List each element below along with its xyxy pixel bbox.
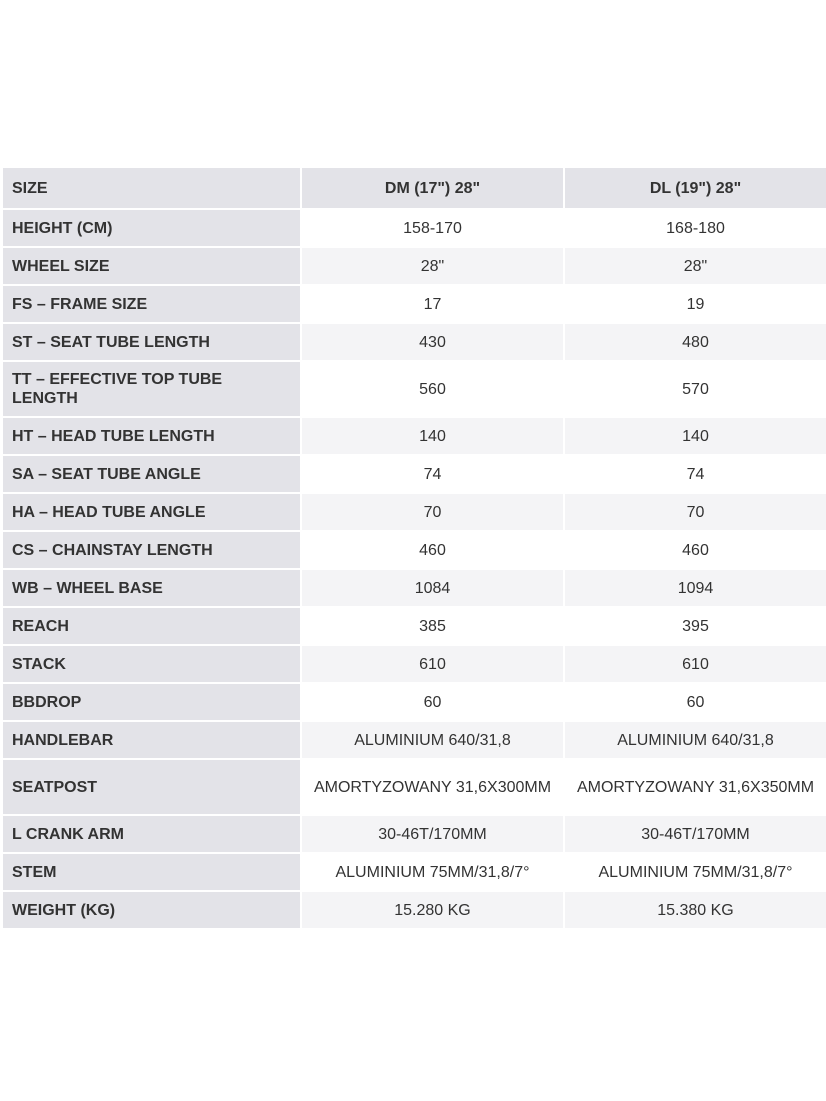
table-row [3, 684, 826, 720]
dm-value: 385 [302, 608, 563, 644]
dl-value: 74 [565, 456, 826, 492]
dm-value: 1084 [302, 570, 563, 606]
row-label: REACH [3, 608, 300, 644]
table-row [3, 892, 826, 928]
dl-value: 28" [565, 248, 826, 284]
dm-value: ALUMINIUM 75MM/31,8/7° [302, 854, 563, 890]
row-label: SA – SEAT TUBE ANGLE [3, 456, 300, 492]
dm-value: 30-46T/170MM [302, 816, 563, 852]
dl-value: 570 [565, 362, 826, 416]
row-label: WEIGHT (KG) [3, 892, 300, 928]
row-label: WB – WHEEL BASE [3, 570, 300, 606]
dm-value: 460 [302, 532, 563, 568]
table-row [3, 494, 826, 530]
row-label: STEM [3, 854, 300, 890]
dl-value: ALUMINIUM 75MM/31,8/7° [565, 854, 826, 890]
dm-value: 560 [302, 362, 563, 416]
dm-value: 158-170 [302, 210, 563, 246]
dl-value: 460 [565, 532, 826, 568]
dl-value: 1094 [565, 570, 826, 606]
dm-value: 17 [302, 286, 563, 322]
table-row [3, 816, 826, 852]
dm-value: AMORTYZOWANY 31,6X300MM [302, 760, 563, 814]
dl-value: 140 [565, 418, 826, 454]
dl-value: ALUMINIUM 640/31,8 [565, 722, 826, 758]
row-label: STACK [3, 646, 300, 682]
dl-value: 15.380 KG [565, 892, 826, 928]
row-label: L CRANK ARM [3, 816, 300, 852]
table-row [3, 854, 826, 890]
dl-value: 610 [565, 646, 826, 682]
table-row [3, 532, 826, 568]
table-row [3, 608, 826, 644]
row-label: FS – FRAME SIZE [3, 286, 300, 322]
table-row [3, 248, 826, 284]
table-row [3, 210, 826, 246]
dl-value: 168-180 [565, 210, 826, 246]
row-label: HEIGHT (CM) [3, 210, 300, 246]
dm-value: 430 [302, 324, 563, 360]
dm-value: 74 [302, 456, 563, 492]
dm-value: 610 [302, 646, 563, 682]
dm-value: ALUMINIUM 640/31,8 [302, 722, 563, 758]
row-label: HT – HEAD TUBE LENGTH [3, 418, 300, 454]
column-header-size: SIZE [3, 168, 300, 208]
row-label: HA – HEAD TUBE ANGLE [3, 494, 300, 530]
table-row [3, 418, 826, 454]
row-label: ST – SEAT TUBE LENGTH [3, 324, 300, 360]
dl-value: 30-46T/170MM [565, 816, 826, 852]
dl-value: 395 [565, 608, 826, 644]
row-label: SEATPOST [3, 760, 300, 814]
table-row [3, 570, 826, 606]
table-row [3, 324, 826, 360]
table-row [3, 646, 826, 682]
dm-value: 70 [302, 494, 563, 530]
table-row [3, 362, 826, 416]
dl-value: 60 [565, 684, 826, 720]
dl-value: 19 [565, 286, 826, 322]
dl-value: 70 [565, 494, 826, 530]
row-label: TT – EFFECTIVE TOP TUBE LENGTH [3, 362, 300, 416]
column-header-dm: DM (17") 28" [302, 168, 563, 208]
dl-value: AMORTYZOWANY 31,6X350MM [565, 760, 826, 814]
row-label: BBDROP [3, 684, 300, 720]
dl-value: 480 [565, 324, 826, 360]
dm-value: 28" [302, 248, 563, 284]
row-label: HANDLEBAR [3, 722, 300, 758]
table-row [3, 760, 826, 814]
row-label: WHEEL SIZE [3, 248, 300, 284]
table-row [3, 722, 826, 758]
table-row [3, 456, 826, 492]
table-row [3, 286, 826, 322]
dm-value: 60 [302, 684, 563, 720]
geometry-table [1, 166, 826, 930]
dm-value: 140 [302, 418, 563, 454]
table-header-row [3, 168, 826, 208]
row-label: CS – CHAINSTAY LENGTH [3, 532, 300, 568]
dm-value: 15.280 KG [302, 892, 563, 928]
column-header-dl: DL (19") 28" [565, 168, 826, 208]
